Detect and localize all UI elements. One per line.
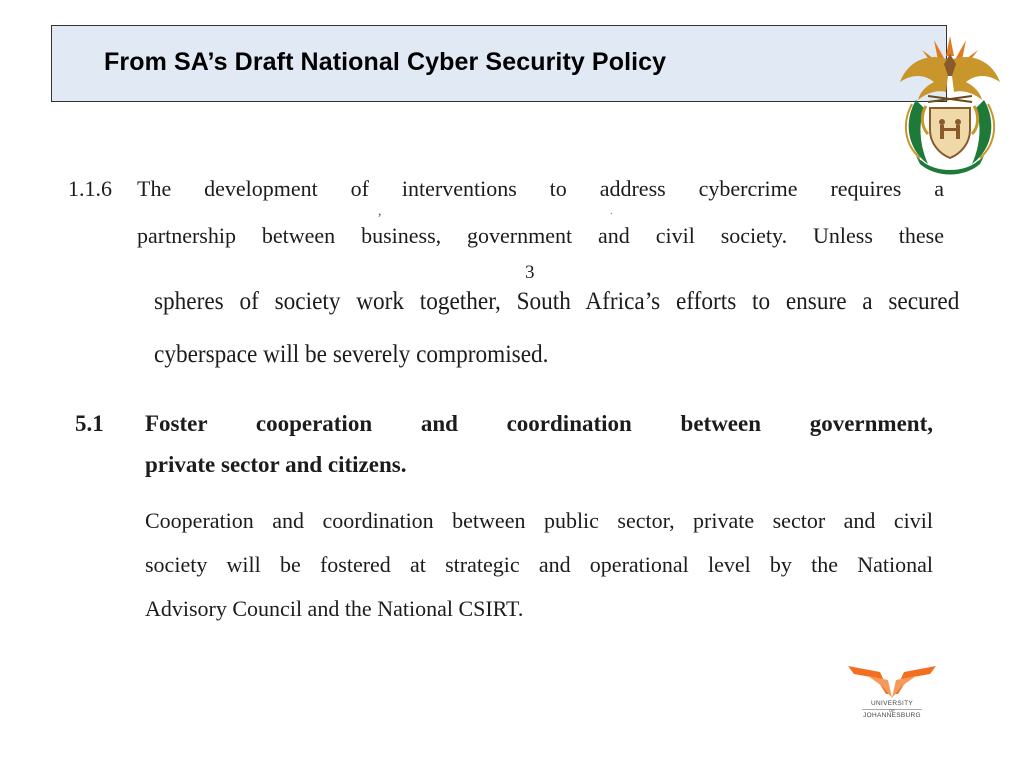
uj-logo-text-university: UNIVERSITY: [870, 700, 913, 707]
section-heading-line-1: Foster cooperation and coordination between government,: [145, 411, 933, 436]
section-number-5-1: 5.1: [75, 411, 104, 436]
scan-mark: .: [610, 206, 613, 217]
slide-title: From SA’s Draft National Cyber Security Policy: [104, 48, 667, 76]
excerpt1-line-4: cyberspace will be severely compromised.: [154, 341, 549, 368]
uj-logo-icon: [846, 664, 938, 704]
excerpt1-line-2: partnership between business, government and civil society. Unless these: [137, 223, 944, 248]
section-number-1-1-6: 1.1.6: [68, 176, 112, 201]
section-body-line-1: Cooperation and coordination between public sector, private sector and civil: [145, 508, 933, 533]
scan-mark: ,: [378, 204, 382, 219]
section-heading-line-2: private sector and citizens.: [145, 452, 407, 477]
excerpt1-line-3: spheres of society work together, South Africa’s efforts to ensure a secured: [154, 288, 960, 315]
excerpt1-line-1: The development of interventions to address cybercrime requires a: [137, 176, 944, 201]
section-body-line-2: society will be fostered at strategic and operational level by the National: [145, 552, 933, 577]
uj-logo-text-johannesburg: JOHANNESBURG: [863, 712, 921, 719]
section-body-line-3: Advisory Council and the National CSIRT.: [145, 596, 524, 621]
title-box: [51, 25, 947, 102]
uj-logo-text-of: OF: [889, 708, 895, 713]
coat-of-arms-icon: [894, 30, 1006, 180]
page-number: 3: [525, 262, 535, 283]
